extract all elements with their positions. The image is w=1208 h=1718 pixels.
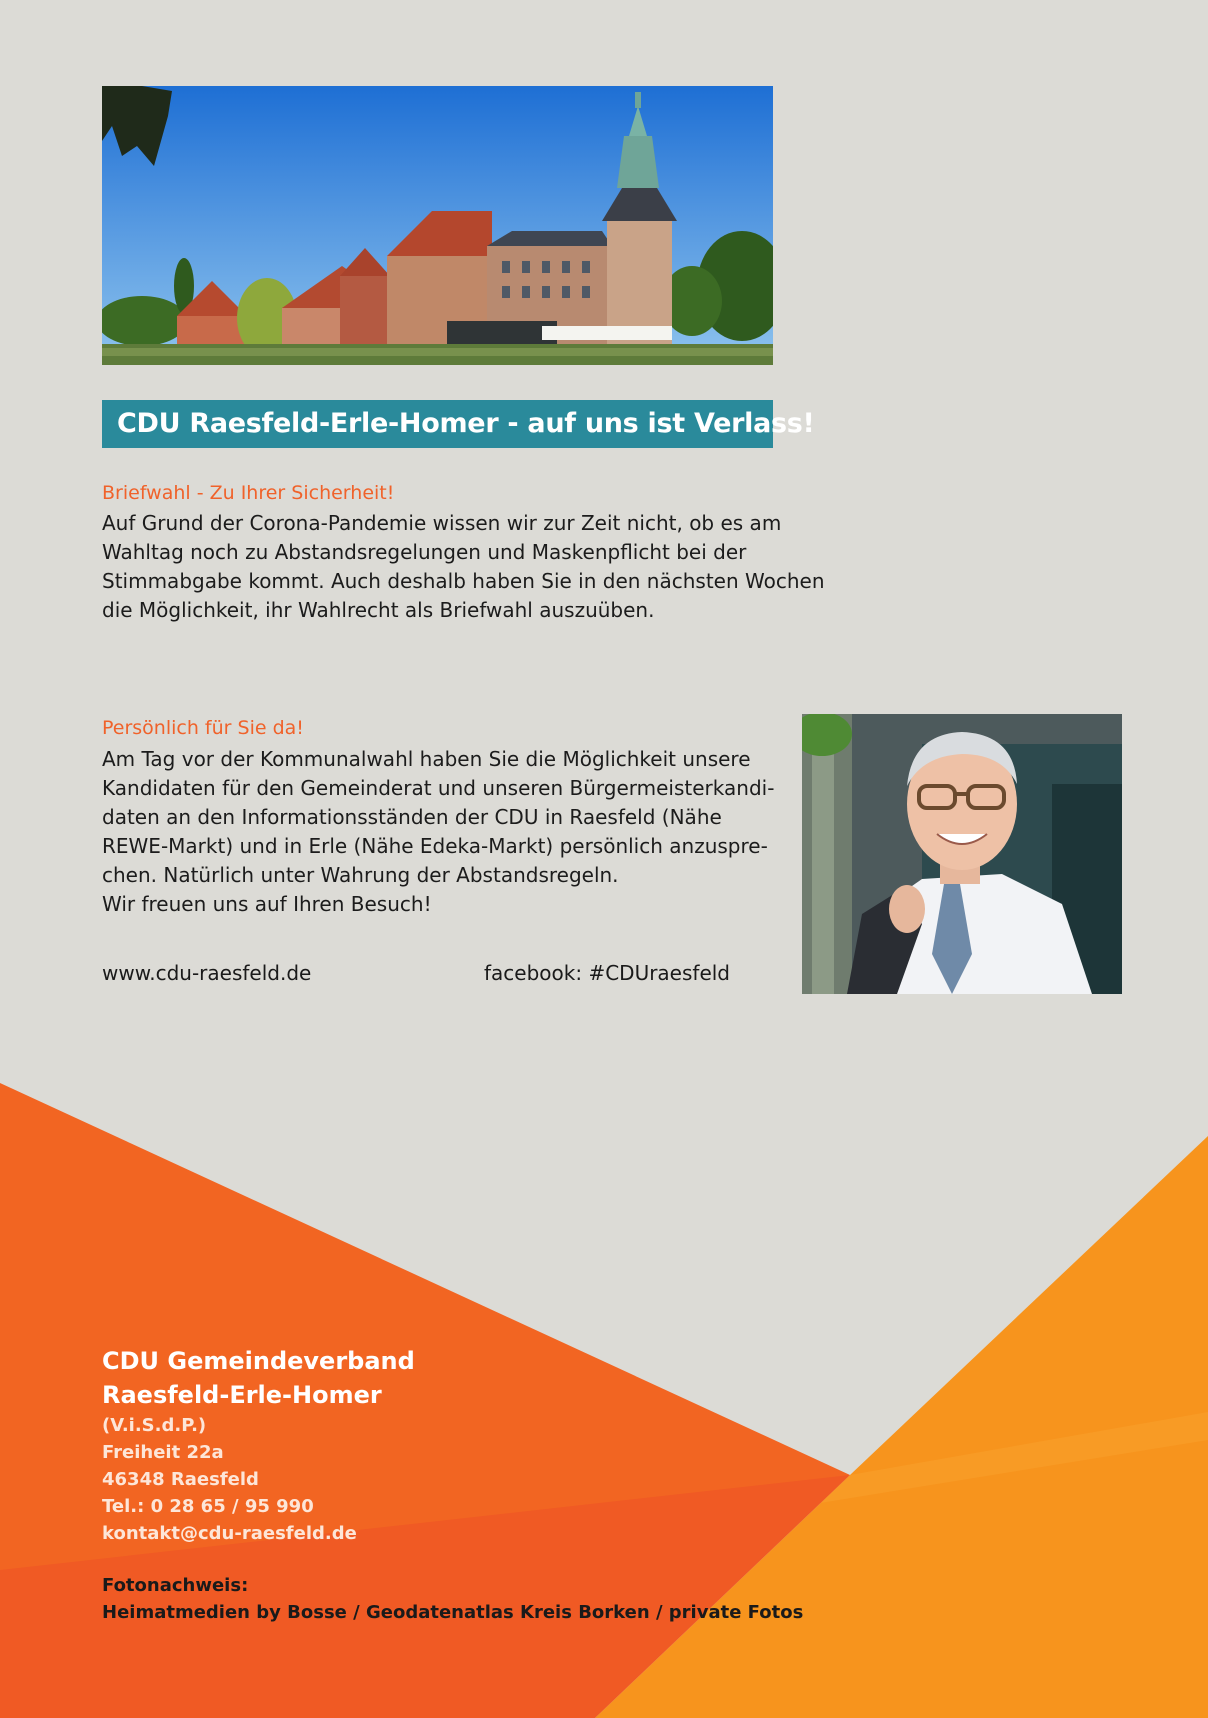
facebook-link[interactable]: facebook: #CDUraesfeld [484,961,731,985]
castle-photo [102,86,773,365]
footer-email[interactable]: kontakt@cdu-raesfeld.de [102,1523,357,1544]
section-body-persoenlich [102,745,782,919]
footer-city: 46348 Raesfeld [102,1469,259,1490]
section-heading-briefwahl: Briefwahl - Zu Ihrer Sicherheit! [102,482,395,504]
body-line: Stimmabgabe kommt. Auch deshalb haben Sie in den nächsten Wochen [102,569,825,593]
candidate-portrait-photo [802,714,1122,994]
body-line: die Möglichkeit, ihr Wahlrecht als Briefwahl auszuüben. [102,598,655,622]
photo-credits-label: Fotonachweis: [102,1575,249,1596]
photo-credits-text: Heimatmedien by Bosse / Geodatenatlas Kreis Borken / private Fotos [102,1602,804,1623]
headline-banner: CDU Raesfeld-Erle-Homer - auf uns ist Verlass! [102,400,773,448]
website-link[interactable]: www.cdu-raesfeld.de [102,961,312,985]
footer-org-name: CDU Gemeindeverband [102,1347,415,1375]
body-line: Am Tag vor der Kommunalwahl haben Sie die Möglichkeit unsere [102,747,751,771]
section-heading-persoenlich: Persönlich für Sie da! [102,717,304,739]
footer-address-block [102,1344,415,1547]
footer-phone[interactable]: Tel.: 0 28 65 / 95 990 [102,1496,314,1517]
body-line: Kandidaten für den Gemeinderat und unseren Bürgermeisterkandi- [102,776,775,800]
body-line: Auf Grund der Corona-Pandemie wissen wir zur Zeit nicht, ob es am [102,511,782,535]
body-line: Wahltag noch zu Abstandsregelungen und Maskenpflicht bei der [102,540,747,564]
body-line: daten an den Informationsständen der CDU in Raesfeld (Nähe [102,805,722,829]
section-body-briefwahl [102,509,825,625]
footer-street: Freiheit 22a [102,1442,224,1463]
body-line: Wir freuen uns auf Ihren Besuch! [102,892,432,916]
footer-visdp: (V.i.S.d.P.) [102,1415,207,1436]
photo-credits [102,1572,803,1626]
footer-org-name: Raesfeld-Erle-Homer [102,1381,382,1409]
body-line: chen. Natürlich unter Wahrung der Abstandsregeln. [102,863,619,887]
body-line: REWE-Markt) und in Erle (Nähe Edeka-Markt) persönlich anzuspre- [102,834,768,858]
